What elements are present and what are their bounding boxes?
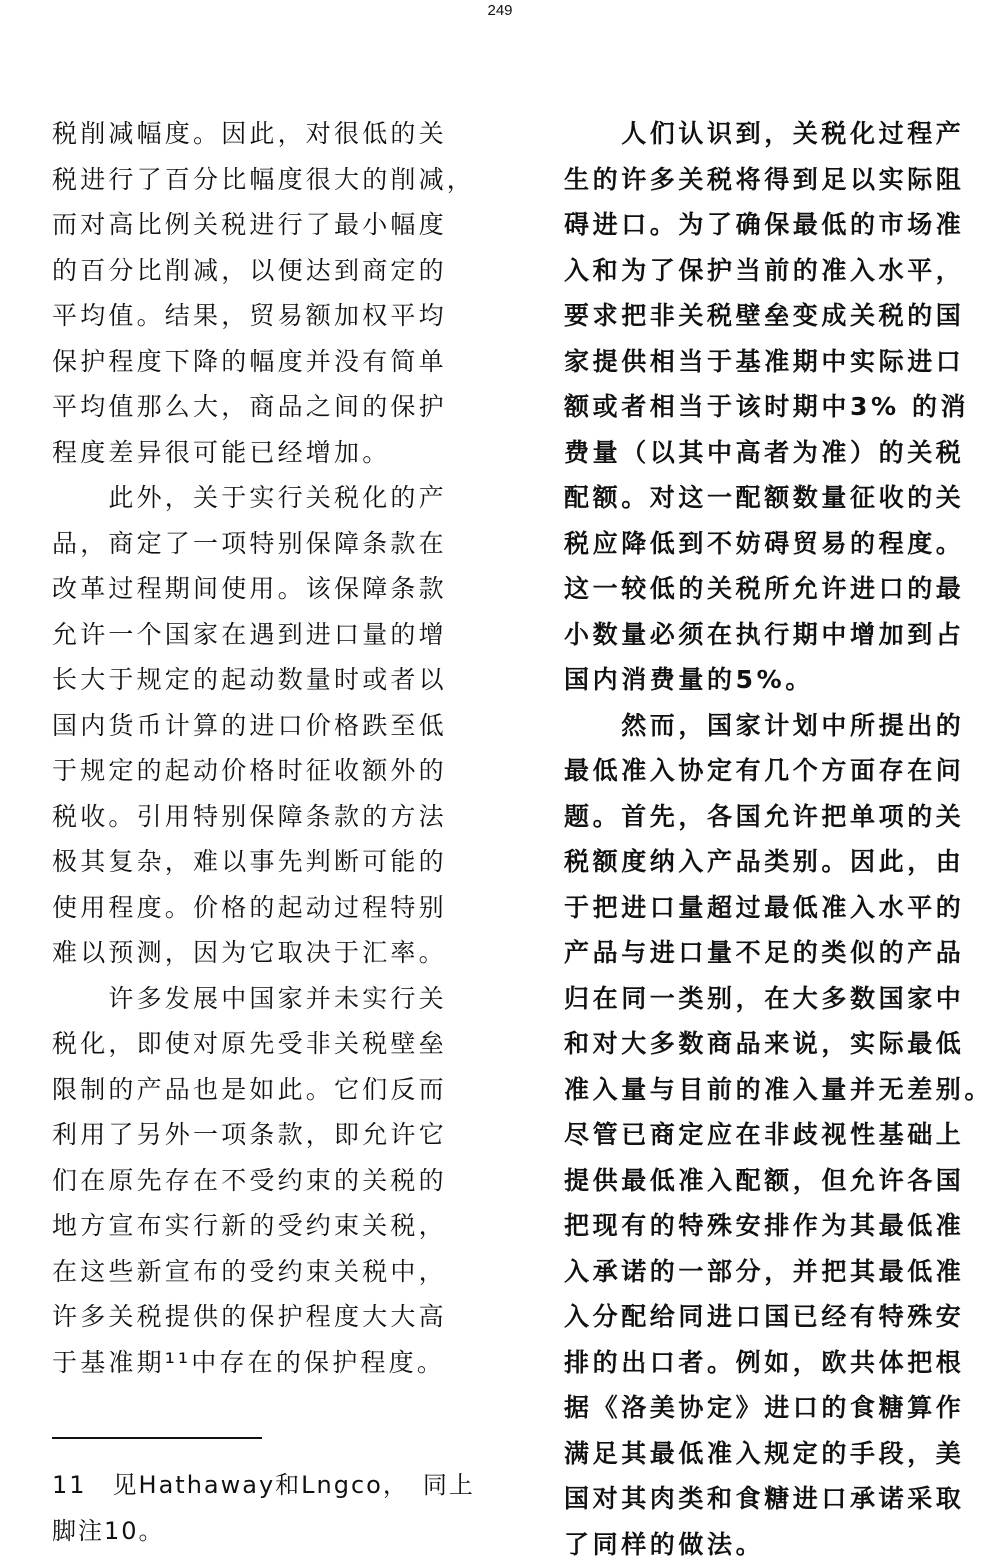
body-line: 允许一个国家在遇到进口量的增 <box>52 612 470 658</box>
body-line: 准入量与目前的准入量并无差别。 <box>564 1067 984 1113</box>
body-line: 此外，关于实行关税化的产 <box>52 475 470 521</box>
body-line: 难以预测，因为它取决于汇率。 <box>52 930 470 976</box>
body-line: 提供最低准入配额，但允许各国 <box>564 1158 984 1204</box>
body-line: 长大于规定的起动数量时或者以 <box>52 657 470 703</box>
body-line: 排的出口者。例如，欧共体把根 <box>564 1340 984 1386</box>
body-line: 入分配给同进口国已经有特殊安 <box>564 1294 984 1340</box>
body-line: 税收。引用特别保障条款的方法 <box>52 794 470 840</box>
body-line: 这一较低的关税所允许进口的最 <box>564 566 984 612</box>
body-line: 和对大多数商品来说，实际最低 <box>564 1021 984 1067</box>
right-column <box>564 111 984 1567</box>
body-line: 家提供相当于基准期中实际进口 <box>564 339 984 385</box>
body-line: 产品与进口量不足的类似的产品 <box>564 930 984 976</box>
body-line: 然而，国家计划中所提出的 <box>564 703 984 749</box>
body-line: 于把进口量超过最低准入水平的 <box>564 885 984 931</box>
body-line: 许多关税提供的保护程度大大高 <box>52 1294 470 1340</box>
body-line: 利用了另外一项条款，即允许它 <box>52 1112 470 1158</box>
footnote <box>52 1462 472 1554</box>
body-line: 了同样的做法。 <box>564 1522 984 1567</box>
body-line: 许多发展中国家并未实行关 <box>52 976 470 1022</box>
footnote-line: 脚注10。 <box>52 1508 472 1554</box>
body-line: 平均值。结果，贸易额加权平均 <box>52 293 470 339</box>
body-line: 国内消费量的5%。 <box>564 657 984 703</box>
body-line: 人们认识到，关税化过程产 <box>564 111 984 157</box>
body-line: 入承诺的一部分，并把其最低准 <box>564 1249 984 1295</box>
body-line: 题。首先，各国允许把单项的关 <box>564 794 984 840</box>
body-line: 入和为了保护当前的准入水平， <box>564 248 984 294</box>
body-line: 配额。对这一配额数量征收的关 <box>564 475 984 521</box>
body-line: 保护程度下降的幅度并没有简单 <box>52 339 470 385</box>
body-line: 据《洛美协定》进口的食糖算作 <box>564 1385 984 1431</box>
body-line: 税削减幅度。因此，对很低的关 <box>52 111 470 157</box>
body-line: 税化，即使对原先受非关税壁垒 <box>52 1021 470 1067</box>
body-line: 国内货币计算的进口价格跌至低 <box>52 703 470 749</box>
body-line: 程度差异很可能已经增加。 <box>52 430 470 476</box>
left-column <box>52 111 470 1385</box>
body-line: 满足其最低准入规定的手段，美 <box>564 1431 984 1477</box>
body-line: 最低准入协定有几个方面存在问 <box>564 748 984 794</box>
body-line: 的百分比削减，以便达到商定的 <box>52 248 470 294</box>
body-line: 品，商定了一项特别保障条款在 <box>52 521 470 567</box>
body-line: 额或者相当于该时期中3% 的消 <box>564 384 984 430</box>
body-line: 要求把非关税壁垒变成关税的国 <box>564 293 984 339</box>
body-line: 归在同一类别，在大多数国家中 <box>564 976 984 1022</box>
body-line: 税进行了百分比幅度很大的削减， <box>52 157 470 203</box>
body-line: 极其复杂，难以事先判断可能的 <box>52 839 470 885</box>
body-line: 尽管已商定应在非歧视性基础上 <box>564 1112 984 1158</box>
body-line: 国对其肉类和食糖进口承诺采取 <box>564 1476 984 1522</box>
body-line: 费量（以其中高者为准）的关税 <box>564 430 984 476</box>
body-line: 地方宣布实行新的受约束关税， <box>52 1203 470 1249</box>
body-line: 税应降低到不妨碍贸易的程度。 <box>564 521 984 567</box>
body-line: 而对高比例关税进行了最小幅度 <box>52 202 470 248</box>
footnote-line: 11 见Hathaway和Lngco， 同上 <box>52 1462 472 1508</box>
body-line: 使用程度。价格的起动过程特别 <box>52 885 470 931</box>
body-line: 于规定的起动价格时征收额外的 <box>52 748 470 794</box>
body-line: 们在原先存在不受约束的关税的 <box>52 1158 470 1204</box>
footnote-rule <box>52 1437 262 1439</box>
body-line: 碍进口。为了确保最低的市场准 <box>564 202 984 248</box>
body-line: 在这些新宣布的受约束关税中， <box>52 1249 470 1295</box>
body-line: 小数量必须在执行期中增加到占 <box>564 612 984 658</box>
body-line: 生的许多关税将得到足以实际阻 <box>564 157 984 203</box>
body-line: 限制的产品也是如此。它们反而 <box>52 1067 470 1113</box>
body-line: 把现有的特殊安排作为其最低准 <box>564 1203 984 1249</box>
body-line: 平均值那么大，商品之间的保护 <box>52 384 470 430</box>
body-line: 于基准期¹¹中存在的保护程度。 <box>52 1340 470 1386</box>
page-number: 249 <box>0 2 1000 19</box>
body-line: 改革过程期间使用。该保障条款 <box>52 566 470 612</box>
body-line: 税额度纳入产品类别。因此，由 <box>564 839 984 885</box>
